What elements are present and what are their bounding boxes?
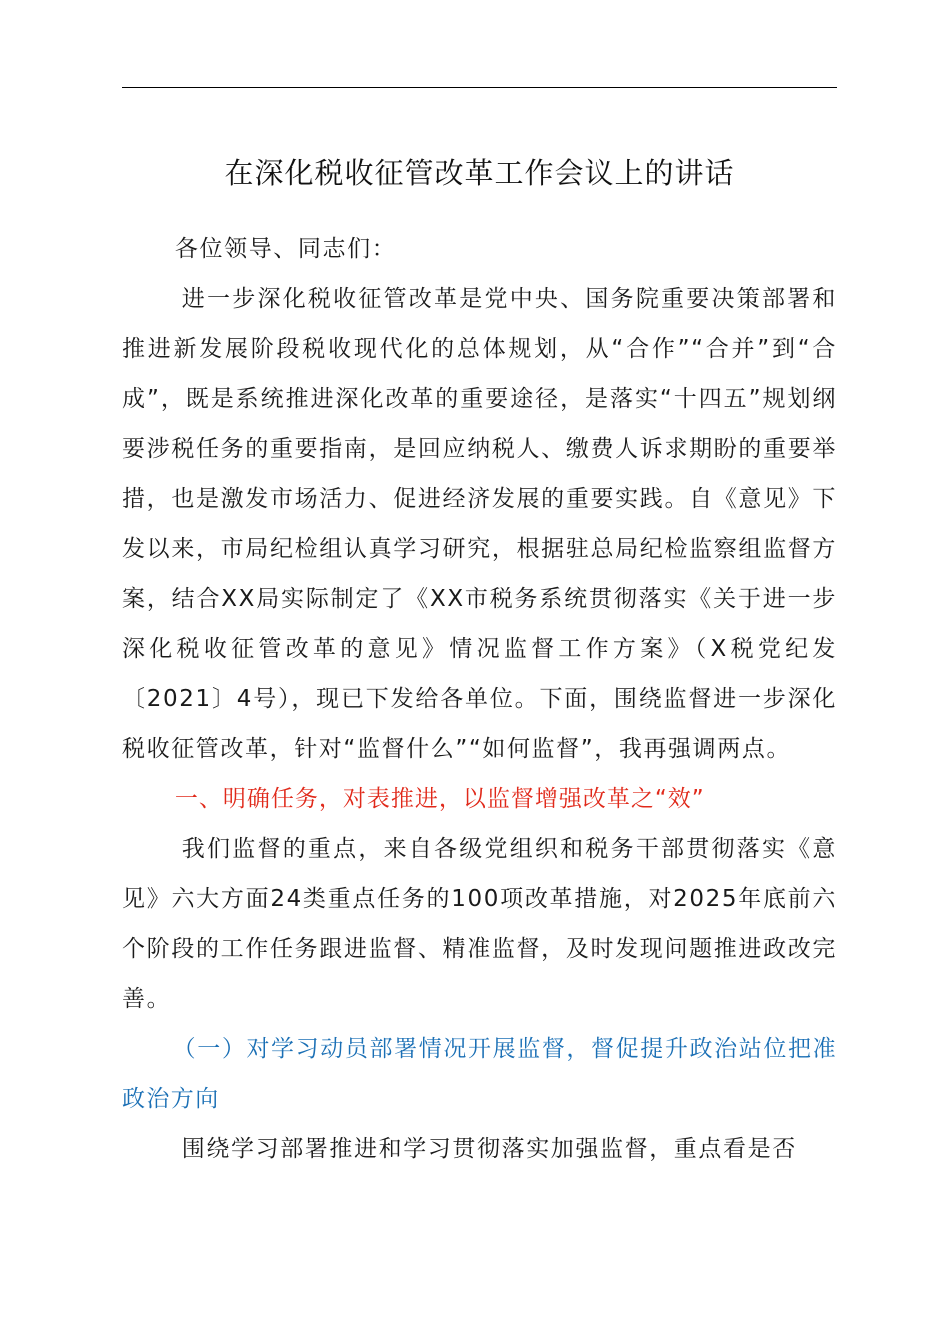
- section-one-heading: 一、明确任务，对表推进，以监督增强改革之“效”: [174, 786, 705, 812]
- subsection-one-paragraph: 围绕学习部署推进和学习贯彻落实加强监督，重点看是否: [181, 1136, 797, 1162]
- salutation: 各位领导、同志们：: [174, 236, 397, 262]
- intro-paragraph: 进一步深化税收征管改革是党中央、国务院重要决策部署和推进新发展阶段税收现代化的总体规划，从“合作”“合并”到“合成”，既是系统推进深化改革的重要途径，是落实“十四五”规划纲要涉税任务的重要指南，是回应纳税人、缴费人诉求期盼的重要举措，也是激发市场活力、促进经济发展的重要实践。自《意见》下发以来，市局纪检组认真学习研究，根据驻总局纪检监察组监督方案，结合XX局实际制定了《XX市税务系统贯彻落实《关于进一步深化税收征管改革的意见》情况监督工作方案》（X税党纪发〔2021〕4号），现已下发给各单位。下面，围绕监督进一步深化税收征管改革，针对“监督什么”“如何监督”，我再强调两点。: [122, 286, 837, 762]
- document-body: [122, 224, 837, 1174]
- section-one-paragraph: 我们监督的重点，来自各级党组织和税务干部贯彻落实《意见》六大方面24类重点任务的100项改革措施，对2025年底前六个阶段的工作任务跟进监督、精准监督，及时发现问题推进政改完善。: [122, 836, 837, 1012]
- document-title: 在深化税收征管改革工作会议上的讲话: [224, 156, 735, 190]
- header-rule: [122, 87, 837, 88]
- subsection-one-heading: （一）对学习动员部署情况开展监督，督促提升政治站位把准政治方向: [122, 1036, 837, 1112]
